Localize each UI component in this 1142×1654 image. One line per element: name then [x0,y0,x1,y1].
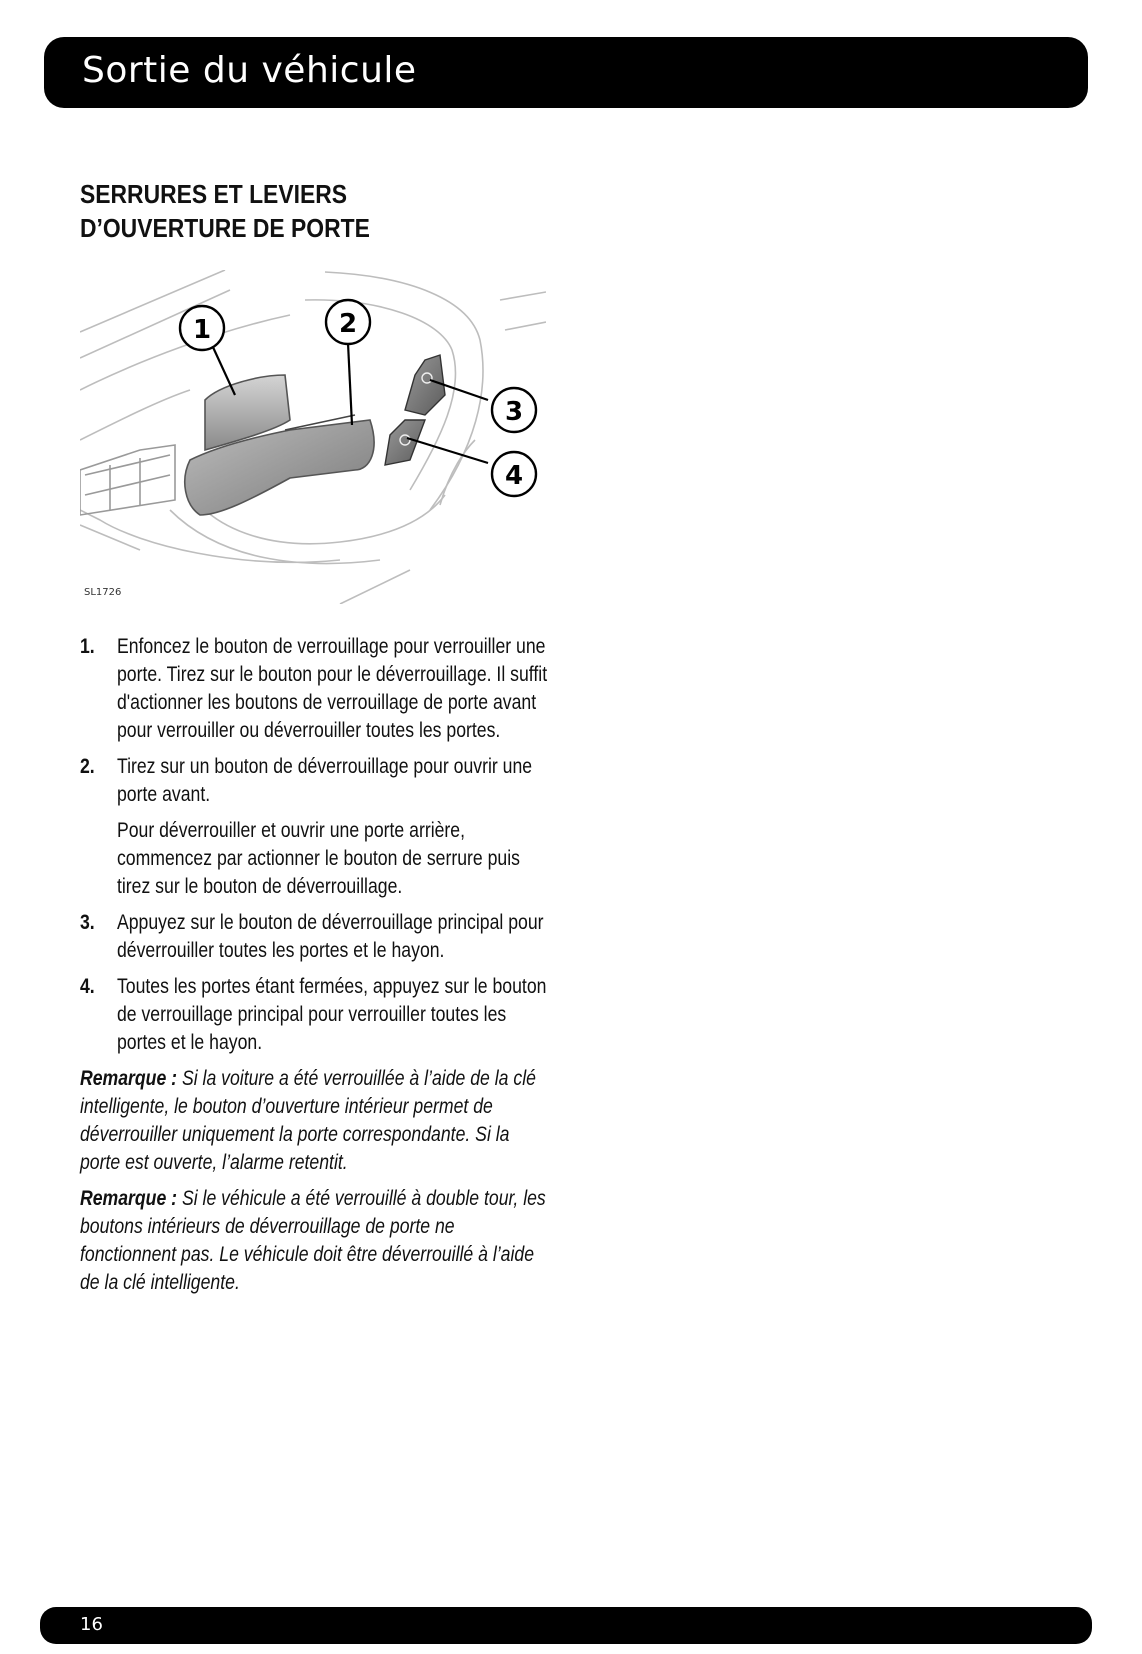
note-label: Remarque : [80,1067,178,1090]
lock-buttons [385,355,445,465]
item-number: 2. [80,755,95,778]
note [80,1185,550,1297]
window-switch-panel [80,445,175,515]
callout-label: 2 [338,309,358,339]
note-label: Remarque : [80,1187,178,1210]
footer-bar [40,1607,1092,1644]
item-text: Toutes les portes étant fermées, appuyez sur le bouton de verrouillage principal pour verrouiller toutes les portes et le hayon. [116,975,547,1054]
list-item [80,909,550,965]
callout-label: 1 [192,315,212,345]
instructions [80,633,550,1305]
list-item [80,973,550,1057]
page-number: 16 [80,1614,103,1635]
item-text: Appuyez sur le bouton de déverrouillage principal pour déverrouiller toutes les portes et le hayon. [116,911,544,962]
callout-label: 4 [504,461,524,491]
note [80,1065,550,1177]
item-number: 3. [80,911,95,934]
list-item [80,753,550,809]
note-text: Si le véhicule a été verrouillé à double tour, les boutons intérieurs de déverrouillage de porte ne fonctionnent pas. Le véhicule doit être déverrouillé à l’aide de la clé intelligente. [80,1187,546,1294]
item-text: Tirez sur un bouton de déverrouillage pour ouvrir une porte avant. [116,755,533,806]
list-item [80,633,550,745]
callout-label: 3 [504,397,524,427]
section-heading: SERRURES ET LEVIERS D’OUVERTURE DE PORTE [80,179,370,243]
item-number: 1. [80,635,95,658]
item-number: 4. [80,975,95,998]
page-title: Sortie du véhicule [82,50,417,91]
item-text: Enfoncez le bouton de verrouillage pour verrouiller une porte. Tirez sur le bouton pour le déverrouillage. Il suffit d'actionner les boutons de verrouillage de porte avant pour verrouiller ou déverrouiller toutes les portes. [116,635,548,742]
figure-code: SL1726 [84,587,122,598]
page-title-bar [44,37,1088,108]
door-handle [185,375,374,515]
door-lock-illustration [80,270,546,604]
list-item-continuation [80,817,550,901]
note-text: Si la voiture a été verrouillée à l’aide de la clé intelligente, le bouton d’ouverture intérieur permet de déverrouiller uniquement la porte correspondante. Si la porte est ouverte, l’alarme retentit. [80,1067,536,1174]
item-text: Pour déverrouiller et ouvrir une porte arrière, commencez par actionner le bouton de serrure puis tirez sur le bouton de déverrouillage. [116,819,520,898]
